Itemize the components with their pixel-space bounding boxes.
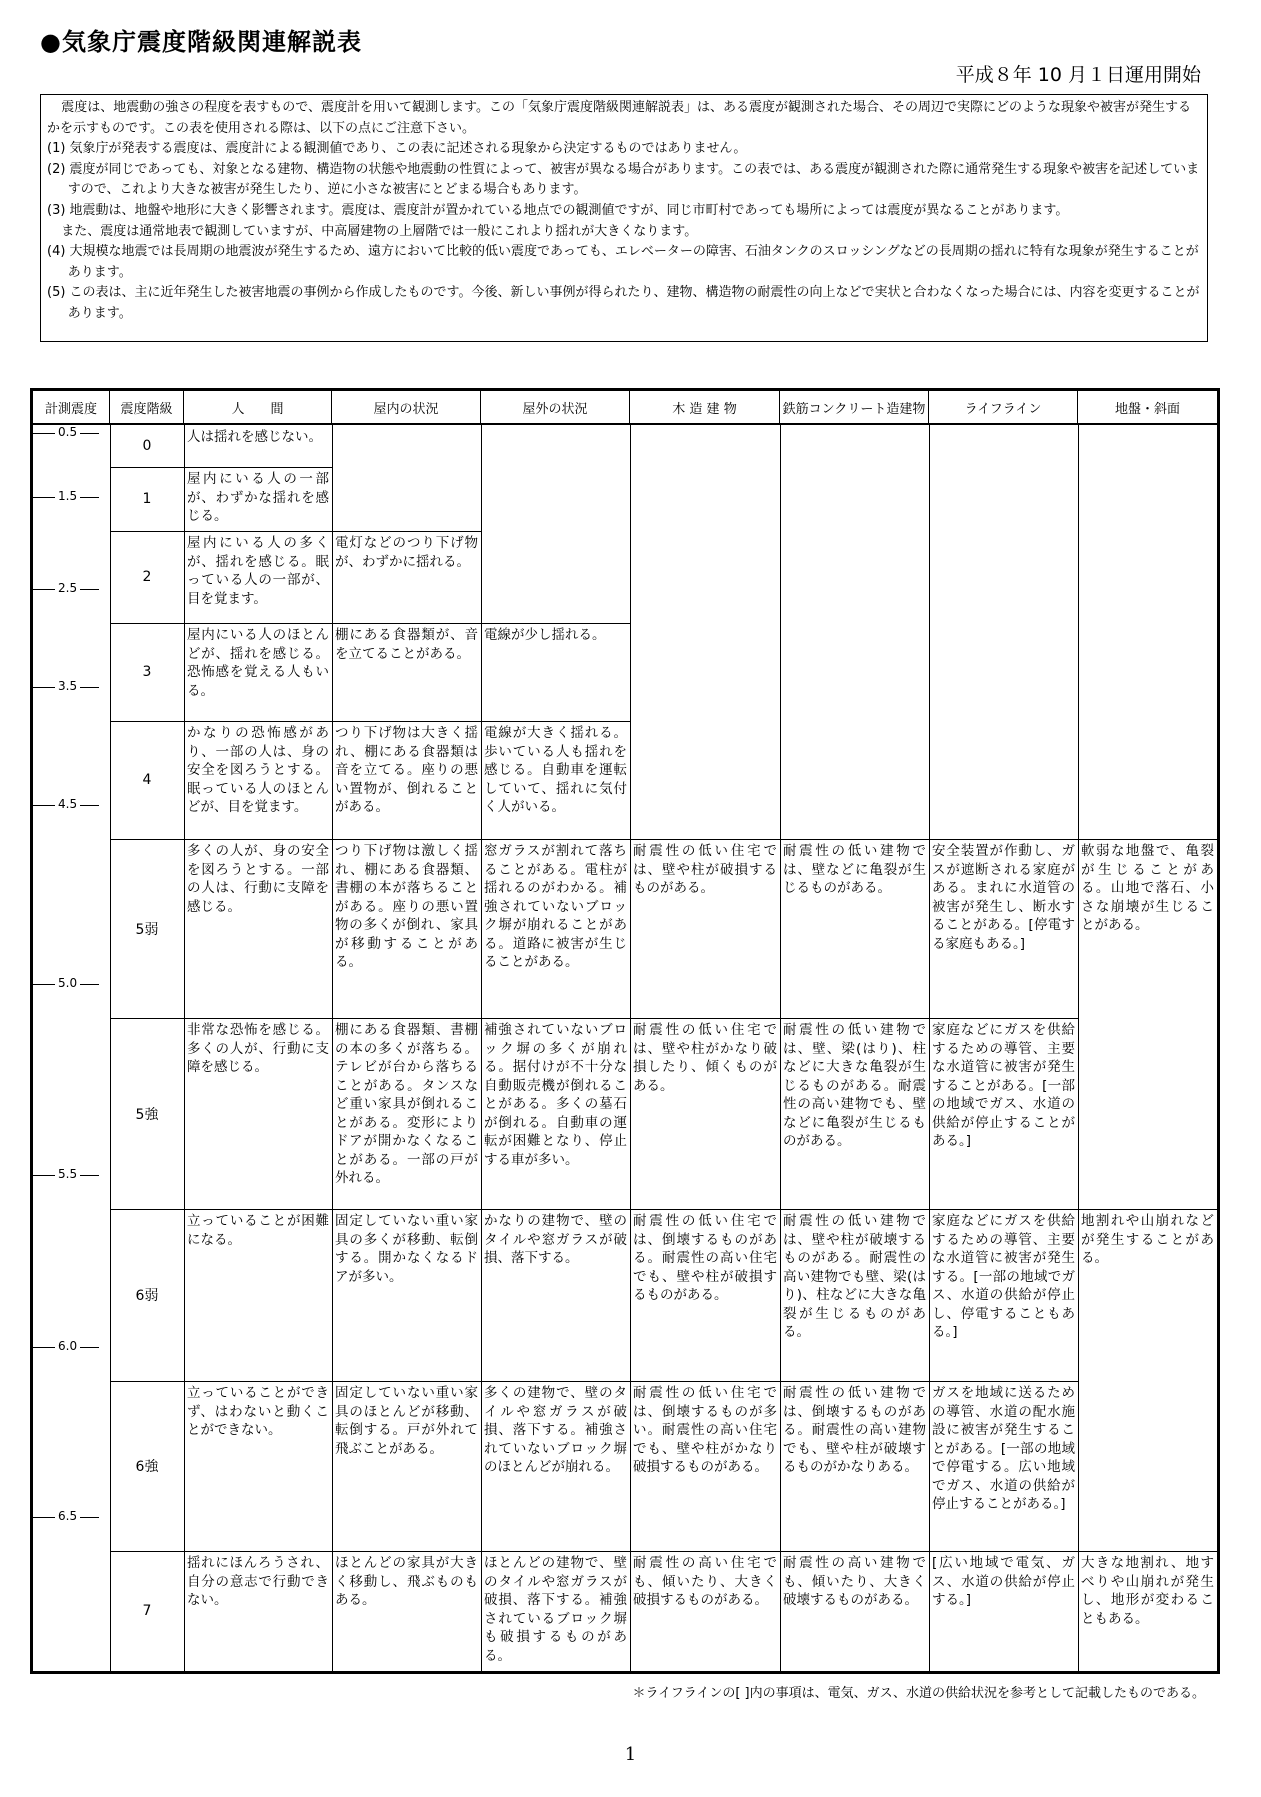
outdoor-level-7: ほとんどの建物で、壁のタイルや窓ガラスが破損、落下する。補強されているブロック塀も破損するものがある。 xyxy=(484,1555,627,1664)
header-indoor: 屋内の状況 xyxy=(332,391,481,423)
tick-label: 3.5 xyxy=(55,679,80,693)
wooden-level-6-lower: 耐震性の低い住宅では、倒壊するものがある。耐震性の高い住宅でも、壁や柱が破損するものがある。 xyxy=(633,1213,777,1303)
outdoor-level-6-upper: 多くの建物で、壁のタイルや窓ガラスが破損、落下する。補強されていないブロック塀のほとんどが崩れる。 xyxy=(484,1385,627,1475)
start-date: 平成８年 10 月１日運用開始 xyxy=(955,64,1201,86)
outdoor-level-6-lower: かなりの建物で、壁のタイルや窓ガラスが破損、落下する。 xyxy=(484,1213,627,1266)
page-title: ●気象庁震度階級関連解説表 xyxy=(40,28,362,56)
outdoor-level-4: 電線が大きく揺れる。歩いている人も揺れを感じる。自動車を運転していて、揺れに気付く人がいる。 xyxy=(484,725,627,815)
human-level-6-upper: 立っていることができず、はわないと動くことができない。 xyxy=(187,1385,329,1438)
outdoor-level-5-upper: 補強されていないブロック塀の多くが崩れる。据付けが不十分な自動販売機が倒れることがある。多くの墓石が倒れる。自動車の運転が困難となり、停止する車が多い。 xyxy=(484,1022,627,1168)
level-5-lower: 5弱 xyxy=(135,921,159,938)
header-wooden: 木 造 建 物 xyxy=(630,391,780,423)
lifeline-level-6-lower: 家庭などにガスを供給するための導管、主要な水道管に被害が発生する。[一部の地域でガス、水道の供給が停止し、停電することもある。] xyxy=(932,1213,1075,1340)
intro-paragraph: 震度は、地震動の強さの程度を表すもので、震度計を用いて観測します。この「気象庁震度階級関連解説表」は、ある震度が観測された場合、その周辺で実際にどのような現象や被害が発生するかを示すものです。この表を使用される際は、以下の点にご注意下さい。 xyxy=(47,100,1191,136)
indoor-level-6-upper: 固定していない重い家具のほとんどが移動、転倒する。戸が外れて飛ぶことがある。 xyxy=(335,1385,478,1457)
note-1: (1) 気象庁が発表する震度は、震度計による観測値であり、この表に記述される現象から決定するものではありません。 xyxy=(47,141,747,157)
ground-level-6: 地割れや山崩れなどが発生することがある。 xyxy=(1081,1213,1214,1266)
level-7: 7 xyxy=(142,1603,152,1619)
indoor-level-3: 棚にある食器類が、音を立てることがある。 xyxy=(335,627,478,662)
human-level-5-upper: 非常な恐怖を感じる。多くの人が、行動に支障を感じる。 xyxy=(187,1022,329,1075)
tick-label: 6.5 xyxy=(55,1509,80,1523)
rc-level-5-upper: 耐震性の低い建物では、壁、梁(はり)、柱などに大きな亀裂が生じるものがある。耐震性の高い建物でも、壁などに亀裂が生じるものがある。 xyxy=(783,1022,926,1149)
lifeline-level-6-upper: ガスを地域に送るための導管、水道の配水施設に被害が発生することがある。[一部の地域で停電する。広い地域でガス、水道の供給が停止することがある。] xyxy=(932,1385,1075,1512)
human-level-7: 揺れにほんろうされ、自分の意志で行動できない。 xyxy=(187,1555,329,1608)
note-2: (2) 震度が同じであっても、対象となる建物、構造物の状態や地震動の性質によって、被害が異なる場合があります。この表では、ある震度が観測された際に通常発生する現象や被害を記述していますので、これより大きな被害が発生したり、逆に小さな被害にとどまる場合もあります。 xyxy=(47,161,1200,198)
level-6-upper: 6強 xyxy=(135,1459,159,1475)
rc-level-7: 耐震性の高い建物でも、傾いたり、大きく破壊するものがある。 xyxy=(783,1555,926,1608)
human-level-6-lower: 立っていることが困難になる。 xyxy=(187,1213,329,1248)
lifeline-level-7: [広い地域で電気、ガス、水道の供給が停止する。] xyxy=(932,1555,1075,1608)
rc-level-5-lower: 耐震性の低い建物では、壁などに亀裂が生じるものがある。 xyxy=(783,843,926,896)
human-level-0: 人は揺れを感じない。 xyxy=(187,429,322,445)
wooden-level-7: 耐震性の高い住宅でも、傾いたり、大きく破損するものがある。 xyxy=(633,1555,777,1608)
tick-label: 5.5 xyxy=(55,1167,80,1181)
intro-notes xyxy=(40,94,1208,342)
page-number: 1 xyxy=(624,1744,637,1765)
rc-level-6-lower: 耐震性の低い建物では、壁や柱が破壊するものがある。耐震性の高い建物でも壁、梁(はり)、柱などに大きな亀裂が生じるものがある。 xyxy=(783,1213,926,1340)
level-0: 0 xyxy=(142,438,152,454)
level-6-lower: 6弱 xyxy=(135,1288,159,1304)
header-ground: 地盤・斜面 xyxy=(1114,401,1180,417)
header-measured-intensity: 計測震度 xyxy=(33,391,110,423)
indoor-level-4: つり下げ物は大きく揺れ、棚にある食器類は音を立てる。座りの悪い置物が、倒れることがある。 xyxy=(335,725,478,815)
lifeline-footnote: ＊ライフラインの[ ]内の事項は、電気、ガス、水道の供給状況を参考として記載したものである。 xyxy=(632,1686,1205,1701)
indoor-level-2: 電灯などのつり下げ物が、わずかに揺れる。 xyxy=(335,535,478,570)
outdoor-level-3: 電線が少し揺れる。 xyxy=(484,627,606,643)
wooden-level-5-lower: 耐震性の低い住宅では、壁や柱が破損するものがある。 xyxy=(633,843,777,896)
lifeline-level-5-lower: 安全装置が作動し、ガスが遮断される家庭がある。まれに水道管の被害が発生し、断水することがある。[停電する家庭もある。] xyxy=(932,843,1075,952)
header-rc: 鉄筋コンクリート造建物 xyxy=(780,391,929,423)
level-4: 4 xyxy=(142,772,152,788)
note-3: (3) 地震動は、地盤や地形に大きく影響されます。震度は、震度計が置かれている地点での観測値ですが、同じ市町村であっても場所によっては震度が異なることがあります。 xyxy=(47,202,1069,218)
lifeline-level-5-upper: 家庭などにガスを供給するための導管、主要な水道管に被害が発生することがある。[一部の地域でガス、水道の供給が停止することがある。] xyxy=(932,1022,1075,1149)
human-level-2: 屋内にいる人の多くが、揺れを感じる。眠っている人の一部が、目を覚ます。 xyxy=(187,535,329,607)
indoor-level-7: ほとんどの家具が大きく移動し、飛ぶものもある。 xyxy=(335,1555,478,1608)
header-outdoor: 屋外の状況 xyxy=(481,391,630,423)
level-3: 3 xyxy=(142,664,152,680)
note-3-extra: また、震度は通常地表で観測していますが、中高層建物の上層階では一般にこれより揺れが大きくなります。 xyxy=(61,223,698,239)
header-human: 人 間 xyxy=(184,391,332,423)
indoor-level-5-lower: つり下げ物は激しく揺れ、棚にある食器類、書棚の本が落ちることがある。座りの悪い置物の多くが倒れ、家具が移動することがある。 xyxy=(335,843,478,970)
note-5: (5) この表は、主に近年発生した被害地震の事例から作成したものです。今後、新しい事例が得られたり、建物、構造物の耐震性の向上などで実状と合わなくなった場合には、内容を変更することがあります。 xyxy=(47,285,1200,321)
wooden-level-6-upper: 耐震性の低い住宅では、倒壊するものが多い。耐震性の高い住宅でも、壁や柱がかなり破損するものがある。 xyxy=(633,1385,777,1475)
header-intensity-level: 震度階級 xyxy=(110,391,184,423)
indoor-level-5-upper: 棚にある食器類、書棚の本の多くが落ちる。テレビが台から落ちることがある。タンスなど重い家具が倒れることがある。変形によりドアが開かなくなることがある。一部の戸が外れる。 xyxy=(335,1022,478,1186)
human-level-4: かなりの恐怖感があり、一部の人は、身の安全を図ろうとする。眠っている人のほとんどが、目を覚ます。 xyxy=(187,725,329,815)
wooden-level-5-upper: 耐震性の低い住宅では、壁や柱がかなり破損したり、傾くものがある。 xyxy=(633,1022,777,1094)
ground-level-5: 軟弱な地盤で、亀裂が生じることがある。山地で落石、小さな崩壊が生じることがある。 xyxy=(1081,843,1214,933)
note-4: (4) 大規模な地震では長周期の地震波が発生するため、遠方において比較的低い震度であっても、エレベーターの障害、石油タンクのスロッシングなどの長周期の揺れに特有な現象が発生することがあります。 xyxy=(47,244,1199,280)
table-header xyxy=(33,391,1217,425)
tick-label: 0.5 xyxy=(55,425,80,439)
level-2: 2 xyxy=(142,569,152,585)
human-level-3: 屋内にいる人のほとんどが、揺れを感じる。恐怖感を覚える人もいる。 xyxy=(187,627,329,699)
tick-label: 1.5 xyxy=(55,489,80,503)
tick-label: 2.5 xyxy=(55,581,80,595)
tick-label: 4.5 xyxy=(55,797,80,811)
rc-level-6-upper: 耐震性の低い建物では、倒壊するものがある。耐震性の高い建物でも、壁や柱が破壊するものがかなりある。 xyxy=(783,1385,926,1475)
header-lifeline: ライフライン xyxy=(929,391,1078,423)
human-level-1: 屋内にいる人の一部が、わずかな揺れを感じる。 xyxy=(187,471,329,524)
ground-level-7: 大きな地割れ、地すべりや山崩れが発生し、地形が変わることもある。 xyxy=(1081,1555,1214,1627)
tick-label: 5.0 xyxy=(55,976,80,990)
indoor-level-6-lower: 固定していない重い家具の多くが移動、転倒する。開かなくなるドアが多い。 xyxy=(335,1213,478,1285)
level-5-upper: 5強 xyxy=(135,1106,159,1123)
human-level-5-lower: 多くの人が、身の安全を図ろうとする。一部の人は、行動に支障を感じる。 xyxy=(187,843,329,915)
level-1: 1 xyxy=(142,491,152,507)
tick-label: 6.0 xyxy=(55,1339,80,1353)
intensity-table xyxy=(30,388,1220,1674)
outdoor-level-5-lower: 窓ガラスが割れて落ちることがある。電柱が揺れるのがわかる。補強されていないブロック塀が崩れることがある。道路に被害が生じることがある。 xyxy=(484,843,627,970)
